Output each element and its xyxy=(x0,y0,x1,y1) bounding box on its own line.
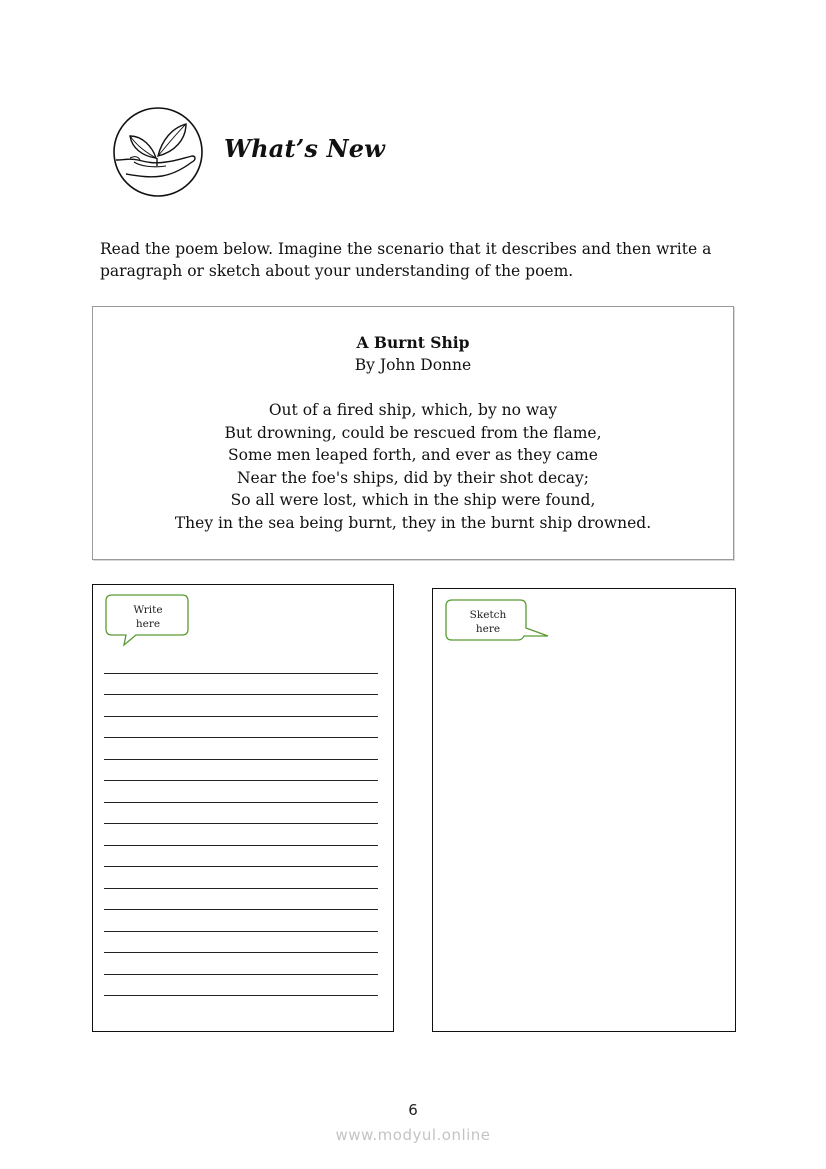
writing-line[interactable] xyxy=(104,824,378,846)
writing-line[interactable] xyxy=(104,932,378,954)
sketch-area-box[interactable] xyxy=(432,588,736,1032)
poem-line: Out of a fired ship, which, by no way xyxy=(268,401,558,419)
writing-line[interactable] xyxy=(104,867,378,889)
section-title: What’s New xyxy=(224,134,386,163)
hand-with-sprout-icon xyxy=(112,106,204,198)
writing-line[interactable] xyxy=(104,738,378,760)
poem-line: They in the sea being burnt, they in the burnt ship drowned. xyxy=(174,513,652,532)
poem-lines xyxy=(93,399,733,534)
writing-line[interactable] xyxy=(104,803,378,825)
writing-line[interactable] xyxy=(104,760,378,782)
writing-line[interactable] xyxy=(104,695,378,717)
poem-line: So all were lost, which in the ship were found, xyxy=(230,491,596,509)
poem-title: A Burnt Ship xyxy=(356,333,470,352)
poem-line: Near the foe's ships, did by their shot decay; xyxy=(236,468,590,487)
write-here-label: Write here xyxy=(133,604,163,630)
writing-line[interactable] xyxy=(104,781,378,803)
writing-line[interactable] xyxy=(104,889,378,911)
writing-lines[interactable] xyxy=(104,652,378,996)
writing-line[interactable] xyxy=(104,652,378,674)
writing-line[interactable] xyxy=(104,953,378,975)
writing-line[interactable] xyxy=(104,717,378,739)
instructions-text: Read the poem below. Imagine the scenario that it describes and then write a paragraph or sketch about your understanding of the poem. xyxy=(100,240,712,280)
writing-line[interactable] xyxy=(104,846,378,868)
watermark: www.modyul.online xyxy=(335,1126,491,1144)
page-number: 6 xyxy=(408,1101,418,1119)
sketch-here-label: Sketch here xyxy=(469,609,507,635)
writing-line[interactable] xyxy=(104,910,378,932)
writing-line[interactable] xyxy=(104,975,378,997)
poem-box xyxy=(92,306,734,560)
poem-line: Some men leaped forth, and ever as they came xyxy=(228,446,598,464)
writing-line[interactable] xyxy=(104,674,378,696)
poem-author: By John Donne xyxy=(354,356,472,374)
poem-line: But drowning, could be rescued from the flame, xyxy=(224,423,602,442)
